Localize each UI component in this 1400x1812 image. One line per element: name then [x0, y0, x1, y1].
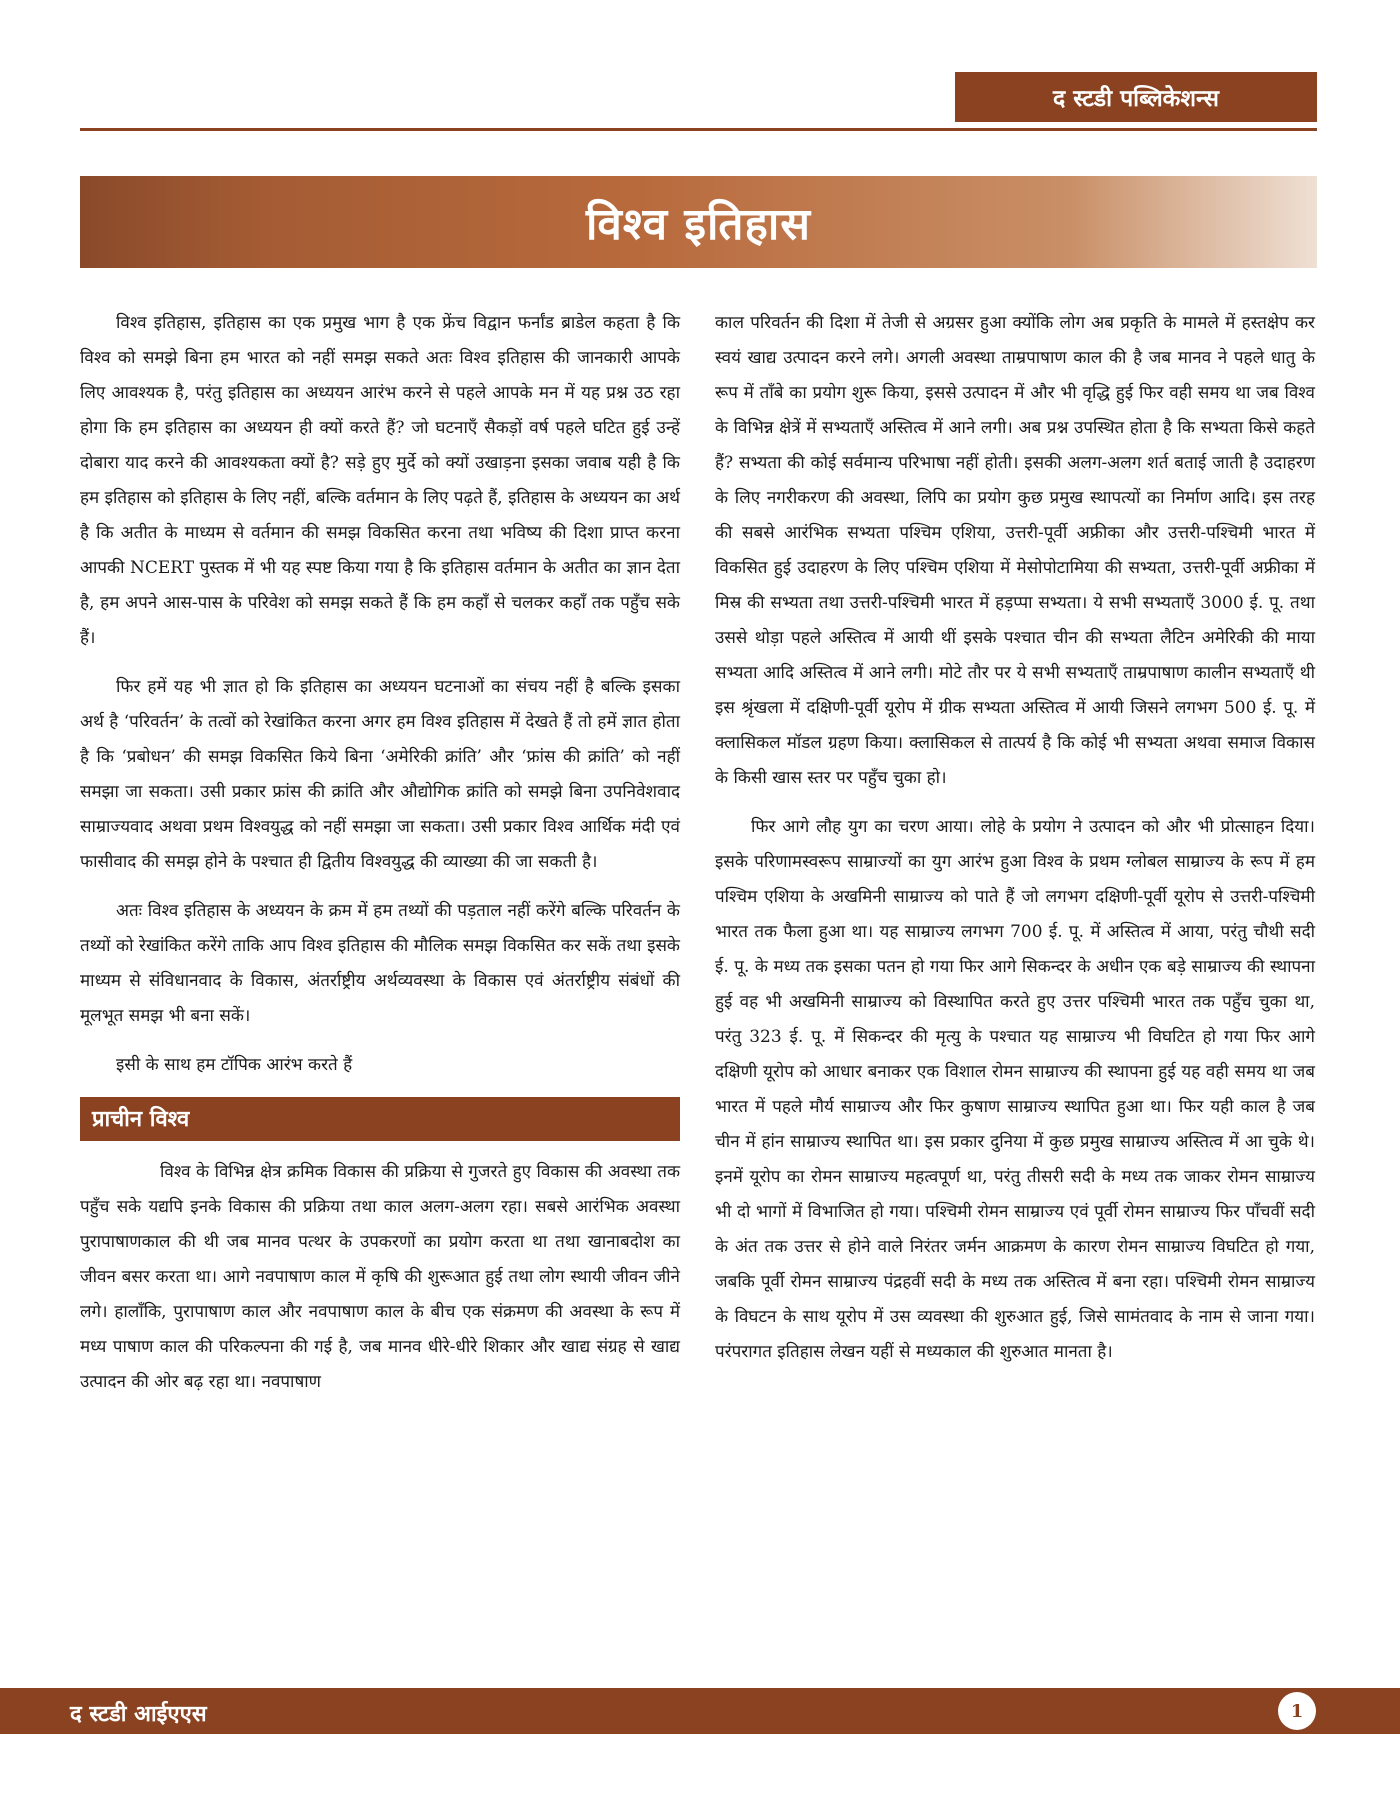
- paragraph: अतः विश्व इतिहास के अध्ययन के क्रम में हम तथ्यों की पड़ताल नहीं करेंगे बल्कि परिवर्तन के तथ्यों को रेखांकित करेंगे ताकि आप विश्व इतिहास की मौलिक समझ विकसित कर सकें तथा इसके माध्यम से संविधानवाद के विकास, अंतर्राष्ट्रीय अर्थव्यवस्था के विकास एवं अंतर्राष्ट्रीय संबंधों की मूलभूत समझ भी बना सकें।: [80, 901, 680, 1026]
- page-title: विश्व इतिहास: [586, 199, 811, 250]
- publisher-tab: [955, 72, 1317, 122]
- footer-brand: द स्टडी आईएएस: [70, 1702, 207, 1727]
- page-number: 1: [1278, 1692, 1316, 1730]
- paragraph: इसी के साथ हम टॉपिक आरंभ करते हैं: [116, 1055, 353, 1075]
- paragraph: फिर आगे लौह युग का चरण आया। लोहे के प्रयोग ने उत्पादन को और भी प्रोत्साहन दिया। इसके परिणामस्वरूप साम्राज्यों का युग आरंभ हुआ विश्व के प्रथम ग्लोबल साम्राज्य के रूप में हम पश्चिम एशिया के अखमिनी साम्राज्य को पाते हैं जो लगभग दक्षिणी-पूर्वी यूरोप से उत्तरी-पश्चिमी भारत तक फैला हुआ था। यह साम्राज्य लगभग 700 ई. पू. में अस्तित्व में आया, परंतु चौथी सदी ई. पू. के मध्य तक इसका पतन हो गया फिर आगे सिकन्दर के अधीन एक बड़े साम्राज्य की स्थापना हुई वह भी अखमिनी साम्राज्य को विस्थापित करते हुए उत्तर पश्चिमी भारत तक पहुँच चुका था, परंतु 323 ई. पू. में सिकन्दर की मृत्यु के पश्चात यह साम्राज्य भी विघटित हो गया फिर आगे दक्षिणी यूरोप को आधार बनाकर एक विशाल रोमन साम्राज्य की स्थापना हुई यह वही समय था जब भारत में पहले मौर्य साम्राज्य और फिर कुषाण साम्राज्य स्थापित हुआ था। फिर यही काल है जब चीन में हांन साम्राज्य स्थापित था। इस प्रकार दुनिया में कुछ प्रमुख साम्राज्य अस्तित्व में आ चुके थे। इनमें यूरोप का रोमन साम्राज्य महत्वपूर्ण था, परंतु तीसरी सदी के मध्य तक जाकर रोमन साम्राज्य भी दो भागों में विभाजित हो गया। पश्चिमी रोमन साम्राज्य एवं पूर्वी रोमन साम्राज्य फिर पाँचवीं सदी के अंत तक उत्तर से होने वाले निरंतर जर्मन आक्रमण के कारण रोमन साम्राज्य विघटित हो गया, जबकि पूर्वी रोमन साम्राज्य पंद्रहवीं सदी के मध्य तक अस्तित्व में बना रहा। पश्चिमी रोमन साम्राज्य के विघटन के साथ यूरोप में उस व्यवस्था की शुरुआत हुई, जिसे सामंतवाद के नाम से जाना गया। परंपरागत इतिहास लेखन यहीं से मध्यकाल की शुरुआत मानता है।: [715, 817, 1315, 1362]
- paragraph: फिर हमें यह भी ज्ञात हो कि इतिहास का अध्ययन घटनाओं का संचय नहीं है बल्कि इसका अर्थ है ‘परिवर्तन’ के तत्वों को रेखांकित करना अगर हम विश्व इतिहास में देखते हैं तो हमें ज्ञात होता है कि ‘प्रबोधन’ की समझ विकसित किये बिना ‘अमेरिकी क्रांति’ और ‘फ्रांस की क्रांति’ को नहीं समझा जा सकता। उसी प्रकार फ्रांस की क्रांति और औद्योगिक क्रांति को समझे बिना उपनिवेशवाद साम्राज्यवाद अथवा प्रथम विश्वयुद्ध को नहीं समझा जा सकता। उसी प्रकार विश्व आर्थिक मंदी एवं फासीवाद की समझ होने के पश्चात ही द्वितीय विश्वयुद्ध की व्याख्या की जा सकती है।: [80, 677, 680, 872]
- header-rule: [80, 128, 1317, 131]
- right-column: [715, 306, 1315, 1384]
- left-column: [80, 306, 680, 1414]
- paragraph: विश्व इतिहास, इतिहास का एक प्रमुख भाग है एक फ्रेंच विद्वान फर्नांड ब्राडेल कहता है कि विश्व को समझे बिना हम भारत को नहीं समझ सकते अतः विश्व इतिहास की जानकारी आपके लिए आवश्यक है, परंतु इतिहास का अध्ययन आरंभ करने से पहले आपके मन में यह प्रश्न उठ रहा होगा कि हम इतिहास का अध्ययन ही क्यों करते हैं? जो घटनाएँ सैकड़ों वर्ष पहले घटित हुई उन्हें दोबारा याद करने की आवश्यकता क्यों है? सड़े हुए मुर्दे को क्यों उखाड़ना इसका जवाब यही है कि हम इतिहास को इतिहास के लिए नहीं, बल्कि वर्तमान के लिए पढ़ते हैं, इतिहास के अध्ययन का अर्थ है कि अतीत के माध्यम से वर्तमान की समझ विकसित करना तथा भविष्य की दिशा प्राप्त करना आपकी NCERT पुस्तक में भी यह स्पष्ट किया गया है कि इतिहास वर्तमान के अतीत का ज्ञान देता है, हम अपने आस-पास के परिवेश को समझ सकते हैं कि हम कहाँ से चलकर कहाँ तक पहुँच सके हैं।: [80, 313, 680, 648]
- section-heading: प्राचीन विश्व: [80, 1097, 680, 1141]
- publisher-name: द स्टडी पब्लिकेशन्स: [1053, 86, 1219, 112]
- footer: [0, 1688, 1400, 1734]
- title-banner: [80, 176, 1317, 268]
- paragraph: विश्व के विभिन्न क्षेत्र क्रमिक विकास की प्रक्रिया से गुजरते हुए विकास की अवस्था तक पहुँच सके यद्यपि इनके विकास की प्रक्रिया तथा काल अलग-अलग रहा। सबसे आरंभिक अवस्था पुरापाषाणकाल की थी जब मानव पत्थर के उपकरणों का प्रयोग करता था तथा खानाबदोश का जीवन बसर करता था। आगे नवपाषाण काल में कृषि की शुरूआत हुई तथा लोग स्थायी जीवन जीने लगे। हालाँकि, पुरापाषाण काल और नवपाषाण काल के बीच एक संक्रमण की अवस्था के रूप में मध्य पाषाण काल की परिकल्पना की गई है, जब मानव धीरे-धीरे शिकार और खाद्य संग्रह से खाद्य उत्पादन की ओर बढ़ रहा था। नवपाषाण: [80, 1162, 680, 1392]
- paragraph: काल परिवर्तन की दिशा में तेजी से अग्रसर हुआ क्योंकि लोग अब प्रकृति के मामले में हस्तक्षेप कर स्वयं खाद्य उत्पादन करने लगे। अगली अवस्था ताम्रपाषाण काल की है जब मानव ने पहले धातु के रूप में ताँबे का प्रयोग शुरू किया, इससे उत्पादन में और भी वृद्धि हुई फिर वही समय था जब विश्व के विभिन्न क्षेत्रें में सभ्यताएँ अस्तित्व में आने लगी। अब प्रश्न उपस्थित होता है कि सभ्यता किसे कहते हैं? सभ्यता की कोई सर्वमान्य परिभाषा नहीं होती। इसकी अलग-अलग शर्त बताई जाती है उदाहरण के लिए नगरीकरण की अवस्था, लिपि का प्रयोग कुछ प्रमुख स्थापत्यों का निर्माण आदि। इस तरह की सबसे आरंभिक सभ्यता पश्चिम एशिया, उत्तरी-पूर्वी अफ्रीका और उत्तरी-पश्चिमी भारत में विकसित हुई उदाहरण के लिए पश्चिम एशिया में मेसोपोटामिया की सभ्यता, उत्तरी-पूर्वी अफ्रीका में मिस्र की सभ्यता तथा उत्तरी-पश्चिमी भारत में हड़प्पा सभ्यता। ये सभी सभ्यताएँ 3000 ई. पू. तथा उससे थोड़ा पहले अस्तित्व में आयी थीं इसके पश्चात चीन की सभ्यता लैटिन अमेरिकी की माया सभ्यता आदि अस्तित्व में आने लगी। मोटे तौर पर ये सभी सभ्यताएँ ताम्रपाषाण कालीन सभ्यताएँ थी इस श्रृंखला में दक्षिणी-पूर्वी यूरोप में ग्रीक सभ्यता अस्तित्व में आयी जिसने लगभग 500 ई. पू. में क्लासिकल मॉडल ग्रहण किया। क्लासिकल से तात्पर्य है कि कोई भी सभ्यता अथवा समाज विकास के किसी खास स्तर पर पहुँच चुका हो।: [715, 313, 1315, 788]
